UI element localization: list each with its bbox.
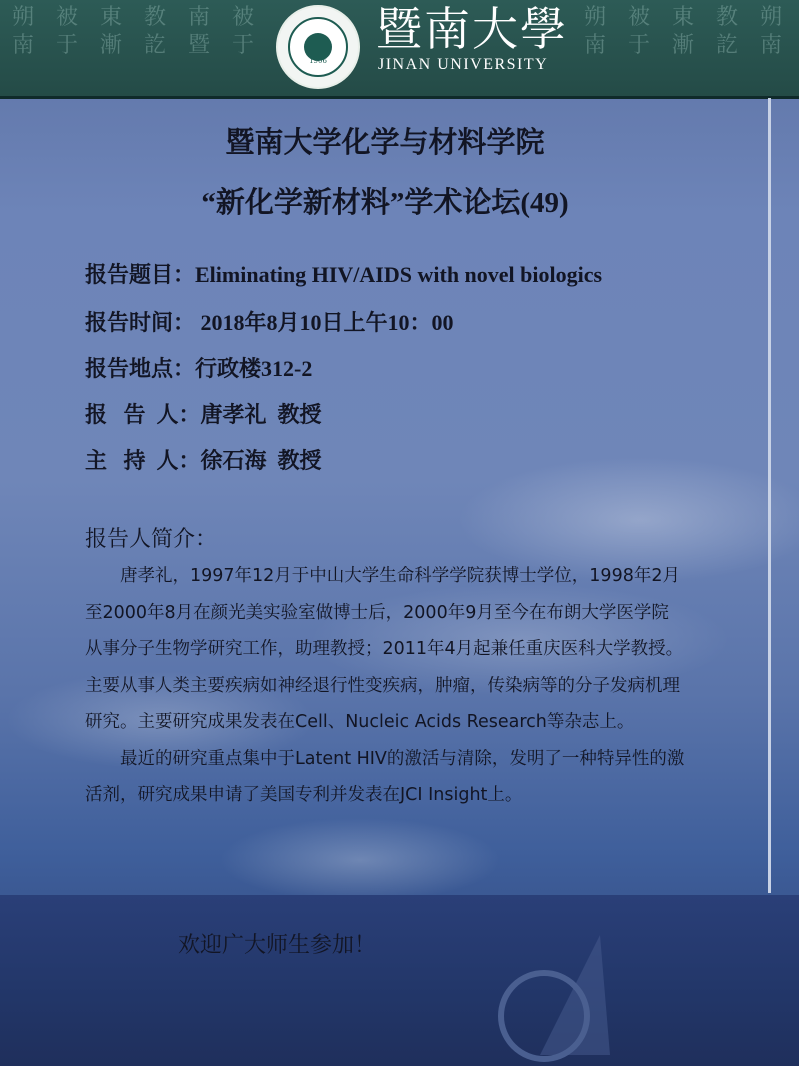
report-speaker: 报 告 人：唐孝礼 教授: [85, 402, 322, 427]
university-name-cn: 暨南大學: [376, 2, 568, 56]
banner-pattern: 朔南: [583, 5, 606, 58]
forum-title: “新化学新材料”学术论坛(49): [201, 187, 569, 219]
university-banner: [0, 0, 799, 99]
banner-pattern: 南暨: [187, 5, 210, 58]
bio-heading: 报告人简介：: [85, 527, 218, 552]
report-time: 报告时间： 2018年8月10日上午10：00: [85, 310, 454, 335]
seal-year: 1906: [309, 57, 327, 65]
report-place: 报告地点：行政楼312-2: [85, 356, 313, 381]
university-seal-icon: [276, 5, 360, 89]
bio-paragraph: 唐孝礼，1997年12月于中山大学生命科学学院获博士学位，1998年2月至2000年8月在颜光美实验室做博士后，2000年9月至今在布朗大学医学院从事分子生物学研究工作，助理教授；2011年4月起兼任重庆医科大学教授。主要从事人类主要疾病如神经退行性变疾病，肿瘤，传染病等的分子发病机理研究。主要研究成果发表在Cell、Nucleic Acids Research等杂志上。: [85, 566, 684, 732]
background-sea: [0, 895, 799, 1066]
banner-pattern: 教訖: [715, 5, 738, 58]
report-host: 主 持 人：徐石海 教授: [85, 448, 322, 473]
school-title: 暨南大学化学与材料学院: [225, 125, 545, 159]
university-name-en: JINAN UNIVERSITY: [378, 56, 549, 73]
banner-pattern: 朔南: [11, 5, 34, 58]
emblem-icon: [498, 970, 590, 1062]
banner-pattern: 東漸: [99, 5, 122, 58]
report-topic: 报告题目：Eliminating HIV/AIDS with novel biologics: [85, 262, 603, 287]
bio-paragraph: 最近的研究重点集中于Latent HIV的激活与清除，发明了一种特异性的激活剂，研究成果申请了美国专利并发表在JCI Insight上。: [85, 748, 685, 805]
banner-pattern: 教訖: [143, 5, 166, 58]
welcome-message: 欢迎广大师生参加！: [178, 933, 377, 958]
banner-pattern: 被于: [231, 5, 254, 58]
banner-pattern: 被于: [627, 5, 650, 58]
banner-pattern: 朔南: [759, 5, 782, 58]
speaker-bio: [85, 558, 685, 814]
banner-pattern: 東漸: [671, 5, 694, 58]
banner-pattern: 被于: [55, 5, 78, 58]
